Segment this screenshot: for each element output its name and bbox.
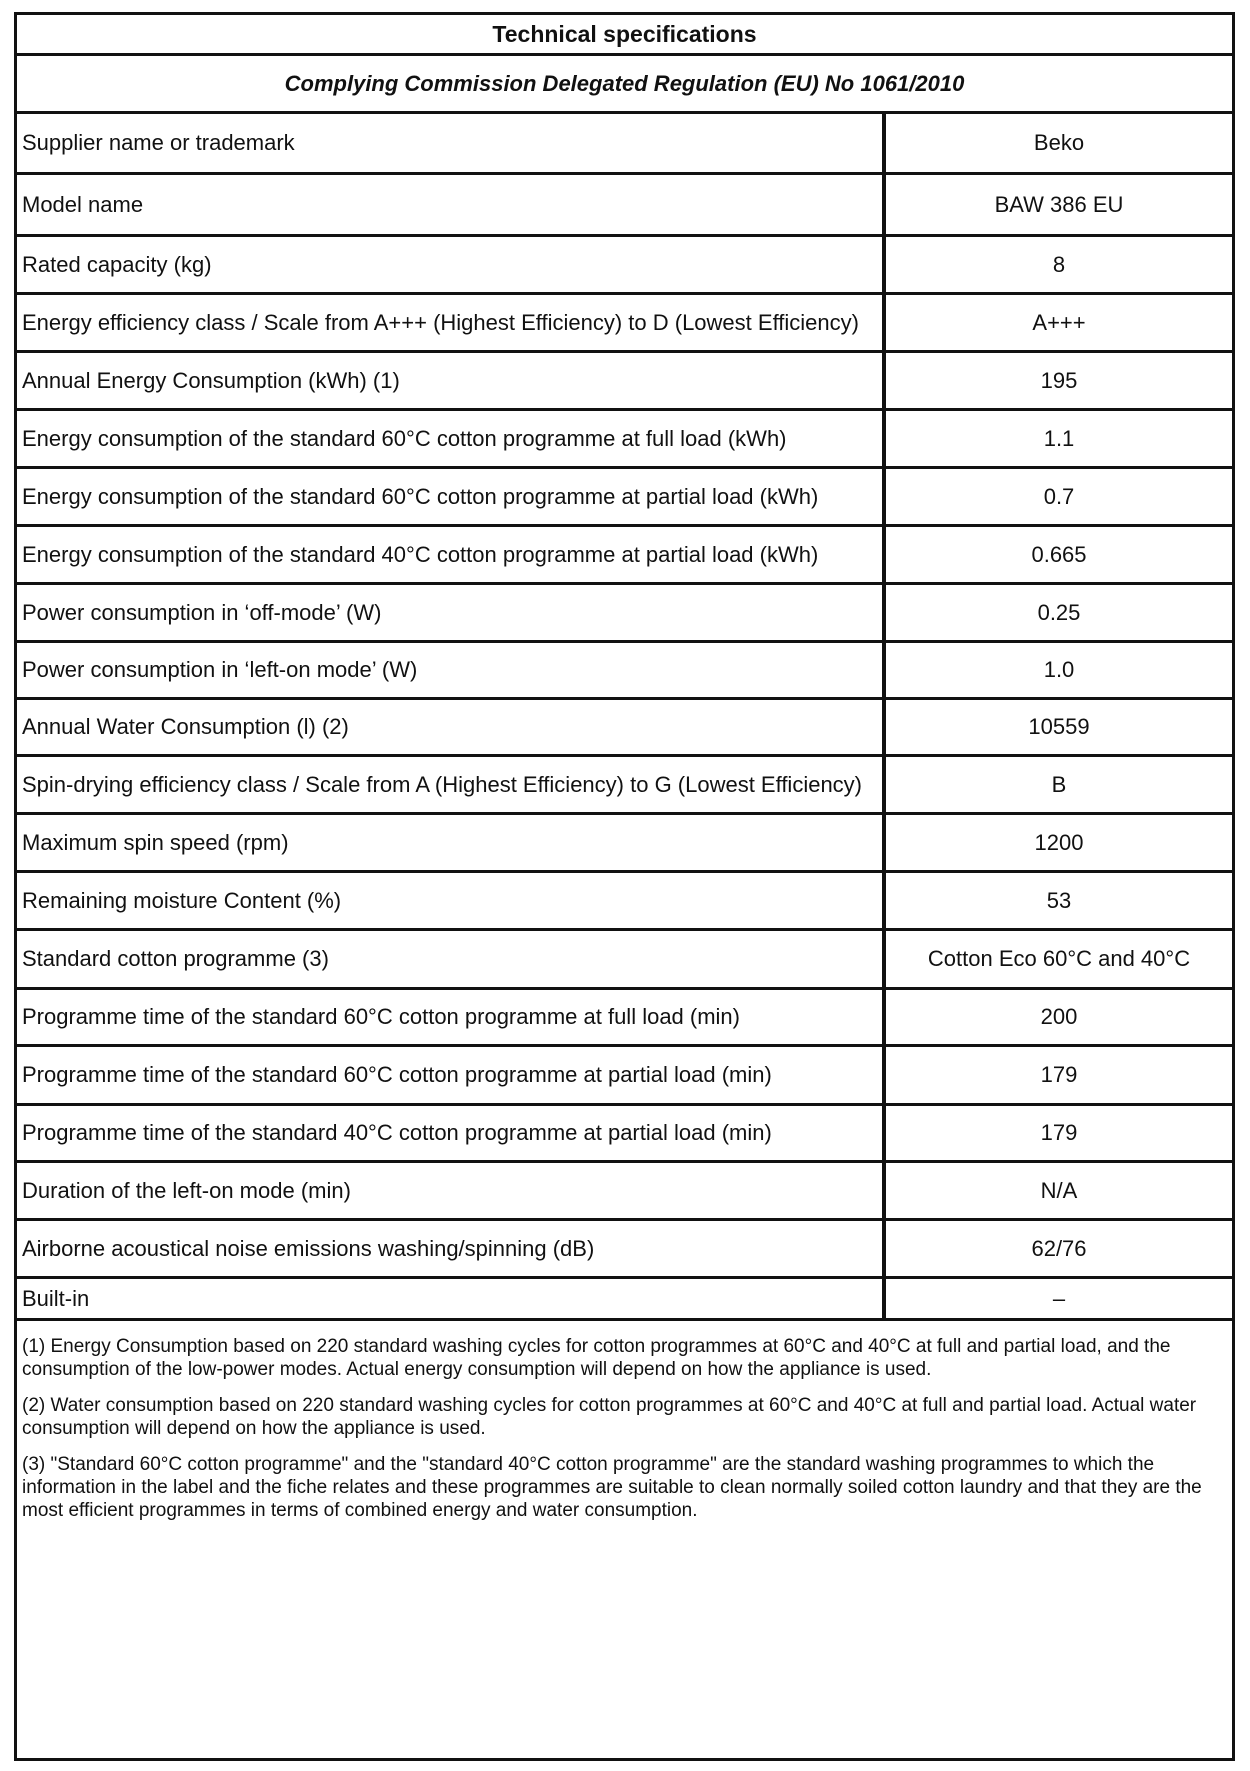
spec-value: 1.1 <box>884 409 1232 467</box>
spec-label: Programme time of the standard 60°C cotton programme at partial load (min) <box>17 1045 884 1104</box>
spec-table <box>17 114 1232 1321</box>
table-row <box>17 1045 1232 1104</box>
table-row <box>17 293 1232 351</box>
table-row <box>17 1161 1232 1219</box>
table-row <box>17 871 1232 929</box>
spec-label: Energy consumption of the standard 40°C cotton programme at partial load (kWh) <box>17 525 884 583</box>
spec-value: N/A <box>884 1161 1232 1219</box>
table-row <box>17 351 1232 409</box>
table-row <box>17 988 1232 1045</box>
table-row <box>17 583 1232 641</box>
spec-value: 0.25 <box>884 583 1232 641</box>
spec-label: Standard cotton programme (3) <box>17 929 884 988</box>
spec-label: Programme time of the standard 40°C cotton programme at partial load (min) <box>17 1104 884 1161</box>
spec-label: Annual Water Consumption (l) (2) <box>17 698 884 755</box>
table-row <box>17 1104 1232 1161</box>
spec-value: Beko <box>884 114 1232 173</box>
spec-value: A+++ <box>884 293 1232 351</box>
spec-label: Energy consumption of the standard 60°C cotton programme at full load (kWh) <box>17 409 884 467</box>
spec-value: 179 <box>884 1045 1232 1104</box>
table-row <box>17 813 1232 871</box>
spec-label: Maximum spin speed (rpm) <box>17 813 884 871</box>
spec-value: 0.7 <box>884 467 1232 525</box>
footnote: (2) Water consumption based on 220 standard washing cycles for cotton programmes at 60°C and 40°C at full and partial load. Actual water consumption will depend on how the appliance is used. <box>22 1394 1197 1439</box>
spec-value: 53 <box>884 871 1232 929</box>
table-row <box>17 929 1232 988</box>
spec-label: Programme time of the standard 60°C cotton programme at full load (min) <box>17 988 884 1045</box>
table-row <box>17 114 1232 173</box>
spec-label: Power consumption in ‘off-mode’ (W) <box>17 583 884 641</box>
table-row <box>17 755 1232 813</box>
spec-label: Supplier name or trademark <box>17 114 884 173</box>
table-row <box>17 698 1232 755</box>
spec-label: Energy consumption of the standard 60°C cotton programme at partial load (kWh) <box>17 467 884 525</box>
spec-value: 10559 <box>884 698 1232 755</box>
spec-sheet <box>14 12 1235 1761</box>
spec-label: Power consumption in ‘left-on mode’ (W) <box>17 641 884 698</box>
table-row <box>17 173 1232 235</box>
table-row <box>17 525 1232 583</box>
spec-label: Remaining moisture Content (%) <box>17 871 884 929</box>
spec-value: 8 <box>884 235 1232 293</box>
spec-label: Rated capacity (kg) <box>17 235 884 293</box>
spec-value: 195 <box>884 351 1232 409</box>
spec-label: Energy efficiency class / Scale from A+++ (Highest Efficiency) to D (Lowest Efficiency) <box>17 293 884 351</box>
table-row <box>17 235 1232 293</box>
spec-label: Duration of the left-on mode (min) <box>17 1161 884 1219</box>
footnotes <box>17 1321 1232 1522</box>
spec-label: Annual Energy Consumption (kWh) (1) <box>17 351 884 409</box>
spec-value: 0.665 <box>884 525 1232 583</box>
table-row <box>17 409 1232 467</box>
spec-value: – <box>884 1277 1232 1319</box>
table-row <box>17 1219 1232 1277</box>
spec-value: 200 <box>884 988 1232 1045</box>
regulation-subtitle: Complying Commission Delegated Regulation (EU) No 1061/2010 <box>17 56 1232 114</box>
spec-value: Cotton Eco 60°C and 40°C <box>884 929 1232 988</box>
spec-value: 1.0 <box>884 641 1232 698</box>
footnote: (1) Energy Consumption based on 220 standard washing cycles for cotton programmes at 60°C and 40°C at full and partial load, and the consumption of the low-power modes. Actual energy consumption will depend on how the appliance is used. <box>22 1335 1171 1380</box>
page-title: Technical specifications <box>17 15 1232 56</box>
spec-value: BAW 386 EU <box>884 173 1232 235</box>
spec-value: B <box>884 755 1232 813</box>
spec-value: 1200 <box>884 813 1232 871</box>
table-row <box>17 641 1232 698</box>
spec-value: 179 <box>884 1104 1232 1161</box>
spec-value: 62/76 <box>884 1219 1232 1277</box>
spec-label: Spin-drying efficiency class / Scale from A (Highest Efficiency) to G (Lowest Efficiency) <box>17 755 884 813</box>
spec-label: Model name <box>17 173 884 235</box>
table-row <box>17 1277 1232 1319</box>
table-row <box>17 467 1232 525</box>
spec-label: Built-in <box>17 1277 884 1319</box>
footnote: (3) "Standard 60°C cotton programme" and the "standard 40°C cotton programme" are the standard washing programmes to which the information in the label and the fiche relates and these programmes are suitable to clean normally soiled cotton laundry and that they are the most efficient programmes in terms of combined energy and water consumption. <box>22 1453 1202 1521</box>
spec-label: Airborne acoustical noise emissions washing/spinning (dB) <box>17 1219 884 1277</box>
